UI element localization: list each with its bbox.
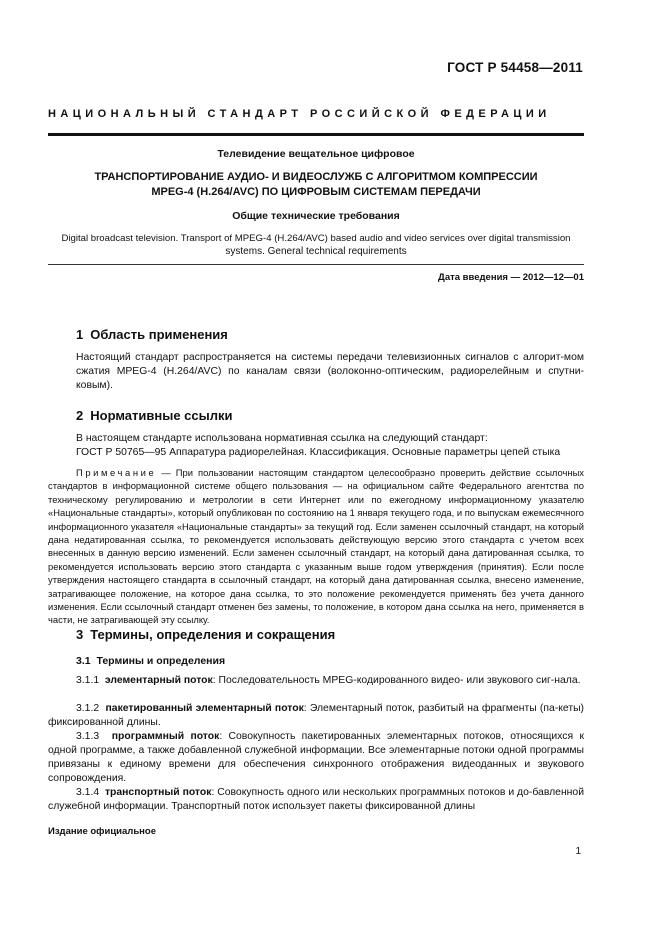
subsection-3-1-heading bbox=[76, 655, 225, 667]
term-definition: : Последовательность MPEG-кодированного видео- или звукового сиг-нала. bbox=[212, 675, 581, 686]
section-2-title: Нормативные ссылки bbox=[90, 408, 233, 423]
section-1-number: 1 bbox=[76, 327, 84, 342]
subtitle: Общие технические требования bbox=[232, 210, 400, 222]
header-rule bbox=[48, 133, 584, 136]
section-3-heading bbox=[76, 627, 335, 642]
section-2-text-1: В настоящем стандарте использована нормативная ссылка на следующий стандарт: bbox=[76, 433, 488, 444]
section-2-reference: ГОСТ Р 50765—95 Аппаратура радиорелейная. Классификация. Основные параметры цепей стыка bbox=[76, 447, 561, 458]
main-title-line-2: MPEG-4 (H.264/AVC) ПО ЦИФРОВЫМ СИСТЕМАМ ПЕРЕДАЧИ bbox=[151, 186, 481, 198]
section-2-heading bbox=[76, 408, 232, 423]
term-definition: : Элементарный поток, разбитый на фрагменты (па-кеты) фиксированной длины. bbox=[48, 703, 585, 728]
term-name: пакетированный элементарный поток bbox=[105, 703, 304, 714]
title-rule bbox=[48, 264, 584, 265]
document-code: ГОСТ Р 54458—2011 bbox=[447, 60, 583, 75]
term-3-1-1 bbox=[48, 674, 584, 688]
main-title-line-1: ТРАНСПОРТИРОВАНИЕ АУДИО- И ВИДЕОСЛУЖБ С АЛГОРИТМОМ КОМПРЕССИИ bbox=[94, 171, 538, 183]
note-label: Примечание bbox=[76, 467, 157, 478]
english-title-line-1: Digital broadcast television. Transport of MPEG-4 (H.264/AVC) based audio and video services over digital transmission bbox=[61, 233, 571, 244]
term-definition: : Совокупность пакетированных элементарных потоков, относящихся к одной программе, а также добавленной служебной информации. Все элементарные потоки одной программы привязаны к единому времени для обеспечения синхронного отображения видеоданных и звукового сопровождения. bbox=[48, 731, 584, 784]
term-definition: : Совокупность одного или нескольких программных потоков и до-бавленной служебной информации. Транспортный поток использует пакеты фиксированной длины bbox=[48, 787, 585, 812]
section-2-note bbox=[48, 466, 584, 627]
main-title bbox=[48, 170, 584, 200]
section-1-text: Настоящий стандарт распространяется на системы передачи телевизионных сигналов с алгорит-мом сжатия MPEG-4 (H.264/AVC) по каналам связи (волоконно-оптическим, радиорелейным и спутни-ковым). bbox=[76, 352, 584, 391]
introduction-date: Дата введения — 2012—12—01 bbox=[438, 272, 584, 283]
national-standard-banner: НАЦИОНАЛЬНЫЙ СТАНДАРТ РОССИЙСКОЙ ФЕДЕРАЦИИ bbox=[48, 108, 551, 120]
term-name: транспортный поток bbox=[104, 787, 212, 798]
term-3-1-3 bbox=[48, 730, 584, 786]
section-1-title: Область применения bbox=[90, 327, 228, 342]
subsection-3-1-number: 3.1 bbox=[76, 655, 91, 667]
term-name: программный поток bbox=[111, 731, 220, 742]
term-number: 3.1.3 bbox=[76, 731, 100, 742]
term-number: 3.1.4 bbox=[76, 787, 100, 798]
page-number: 1 bbox=[575, 846, 581, 857]
subsection-3-1-title: Термины и определения bbox=[96, 655, 226, 667]
section-3-title: Термины, определения и сокращения bbox=[90, 627, 336, 642]
section-1-heading bbox=[76, 327, 228, 342]
term-3-1-2 bbox=[48, 702, 584, 730]
term-number: 3.1.1 bbox=[76, 675, 100, 686]
section-2-number: 2 bbox=[76, 408, 84, 423]
term-number: 3.1.2 bbox=[76, 703, 100, 714]
english-title bbox=[48, 232, 584, 258]
term-3-1-4 bbox=[48, 786, 584, 814]
note-text: — При пользовании настоящим стандартом целесообразно проверить действие ссылочных стандартов в информационной системе общего пользования — на официальном сайте Федерального агентства по техническому регулированию и метрологии в сети Интернет или по ежегодному информационному указателю «Национальные стандарты», который опубликован по состоянию на 1 января текущего года, и по выпускам ежемесячного информационного указателя «Национальные стандарты» за текущий год. Если заменен ссылочный стандарт, на который дана недатированная ссылка, то рекомендуется использовать действующую версию этого стандарта с учетом всех внесенных в данную версию изменений. Если заменен ссылочный стандарт, на который дана датированная ссылка, то рекомендуется использовать версию этого стандарта с указанным выше годом утверждения (принятия). Если после утверждения настоящего стандарта в ссылочный стандарт, на который дана датированная ссылка, внесено изменение, затрагивающее положение, на которое дана ссылка, то это положение рекомендуется применять без учета данного изменения. Если ссылочный стандарт отменен без замены, то положение, в котором дана ссылка на него, применяется в части, не затрагивающей эту ссылку. bbox=[48, 467, 584, 626]
supertitle: Телевидение вещательное цифровое bbox=[217, 148, 415, 160]
english-title-line-2: systems. General technical requirements bbox=[225, 246, 407, 257]
official-edition-label: Издание официальное bbox=[48, 826, 156, 837]
section-3-number: 3 bbox=[76, 627, 84, 642]
term-name: элементарный поток bbox=[104, 675, 213, 686]
